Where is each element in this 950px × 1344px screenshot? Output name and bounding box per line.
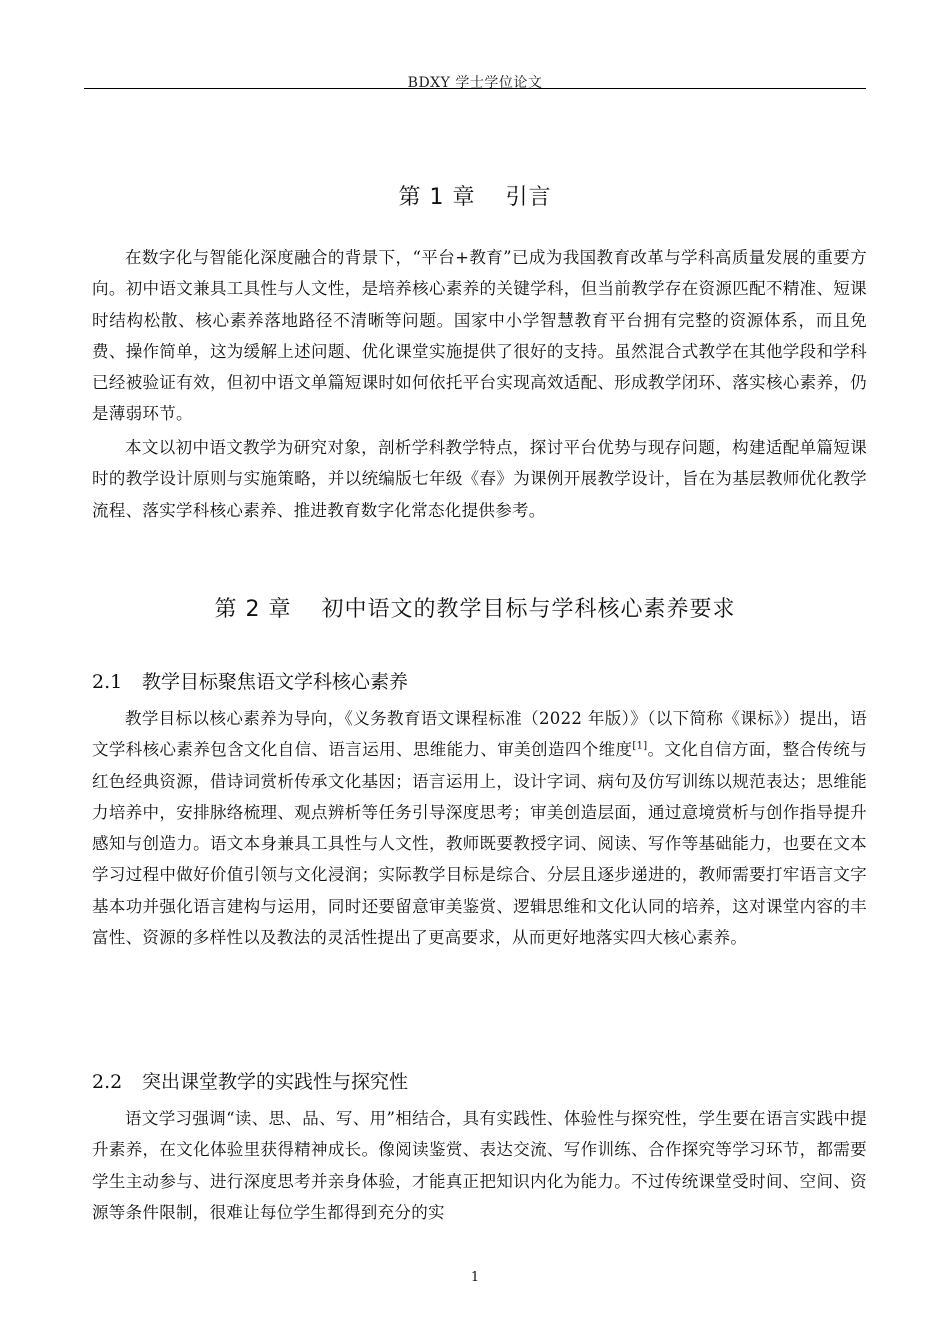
section-2-2-heading [92,1067,408,1094]
page-number: 1 [470,1270,480,1285]
chapter-2-title [84,592,866,623]
chapter-1-title [84,180,866,211]
body-paragraph: 语文学习强调“读、思、品、写、用”相结合，具有实践性、体验性与探究性，学生要在语言实践中提升素养，在文化体验里获得精神成长。像阅读鉴赏、表达交流、写作训练、合作探究等学习环节，都需要学生主动参与、进行深度思考并亲身体验，才能真正把知识内化为能力。不过传统课堂受时间、空间、资源等条件限制，很难让每位学生都得到充分的实 [92,1109,867,1222]
paragraph-text: 教学目标以核心素养为导向，《义务教育语文课程标准（2022 年版）》（以下简称《课标》）提出，语文学科核心素养包含文化自信、语言运用、思维能力、审美创造四个维度 [92,709,867,760]
section-number: 2.2 [92,1071,123,1093]
header-rule [84,88,866,89]
section-title: 突出课堂教学的实践性与探究性 [142,1071,409,1093]
chapter-title-text: 初中语文的教学目标与学科核心素养要求 [321,597,736,622]
paragraph-text: 。文化自信方面，整合传统与红色经典资源，借诗词赏析传承文化基因；语言运用上，设计字词、病句及仿写训练以规范表达；思维能力培养中，安排脉络梳理、观点辨析等任务引导深度思考；审美创造层面，通过意境赏析与创作指导提升感知与创造力。语文本身兼具工具性与人文性，教师既要教授字词、阅读、写作等基础能力，也要在文本学习过程中做好价值引领与文化浸润；实际教学目标是综合、分层且逐步递进的，教师需要打牢语言文字基本功并强化语言建构与运用，同时还要留意审美鉴赏、逻辑思维和文化认同的培养，这对课堂内容的丰富性、资源的多样性以及教法的灵活性提出了更高要求，从而更好地落实四大核心素养。 [92,740,867,948]
body-paragraph: 在数字化与智能化深度融合的背景下，“平台+教育”已成为我国教育改革与学科高质量发展的重要方向。初中语文兼具工具性与人文性，是培养核心素养的关键学科，但当前教学存在资源匹配不精准、短课时结构松散、核心素养落地路径不清晰等问题。国家中小学智慧教育平台拥有完整的资源体系，而且免费、操作简单，这为缓解上述问题、优化课堂实施提供了很好的支持。虽然混合式教学在其他学段和学科已经被验证有效，但初中语文单篇短课时如何依托平台实现高效适配、形成教学闭环、落实核心素养，仍是薄弱环节。 [92,248,867,424]
body-paragraph: 本文以初中语文教学为研究对象，剖析学科教学特点，探讨平台优势与现存问题，构建适配单篇短课时的教学设计原则与实施策略，并以统编版七年级《春》为课例开展教学设计，旨在为基层教师优化教学流程、落实学科核心素养、推进教育数字化常态化提供参考。 [92,438,867,520]
running-header: BDXY 学士学位论文 [407,75,543,91]
chapter-number: 第 2 章 [214,597,292,622]
section-title: 教学目标聚焦语文学科核心素养 [142,671,409,693]
chapter-number: 第 1 章 [398,185,476,210]
citation-ref[interactable]: [1] [632,740,648,752]
section-2-1-heading [92,667,408,694]
chapter-title-text: 引言 [505,185,552,210]
body-paragraph [92,703,867,953]
section-number: 2.1 [92,671,123,693]
